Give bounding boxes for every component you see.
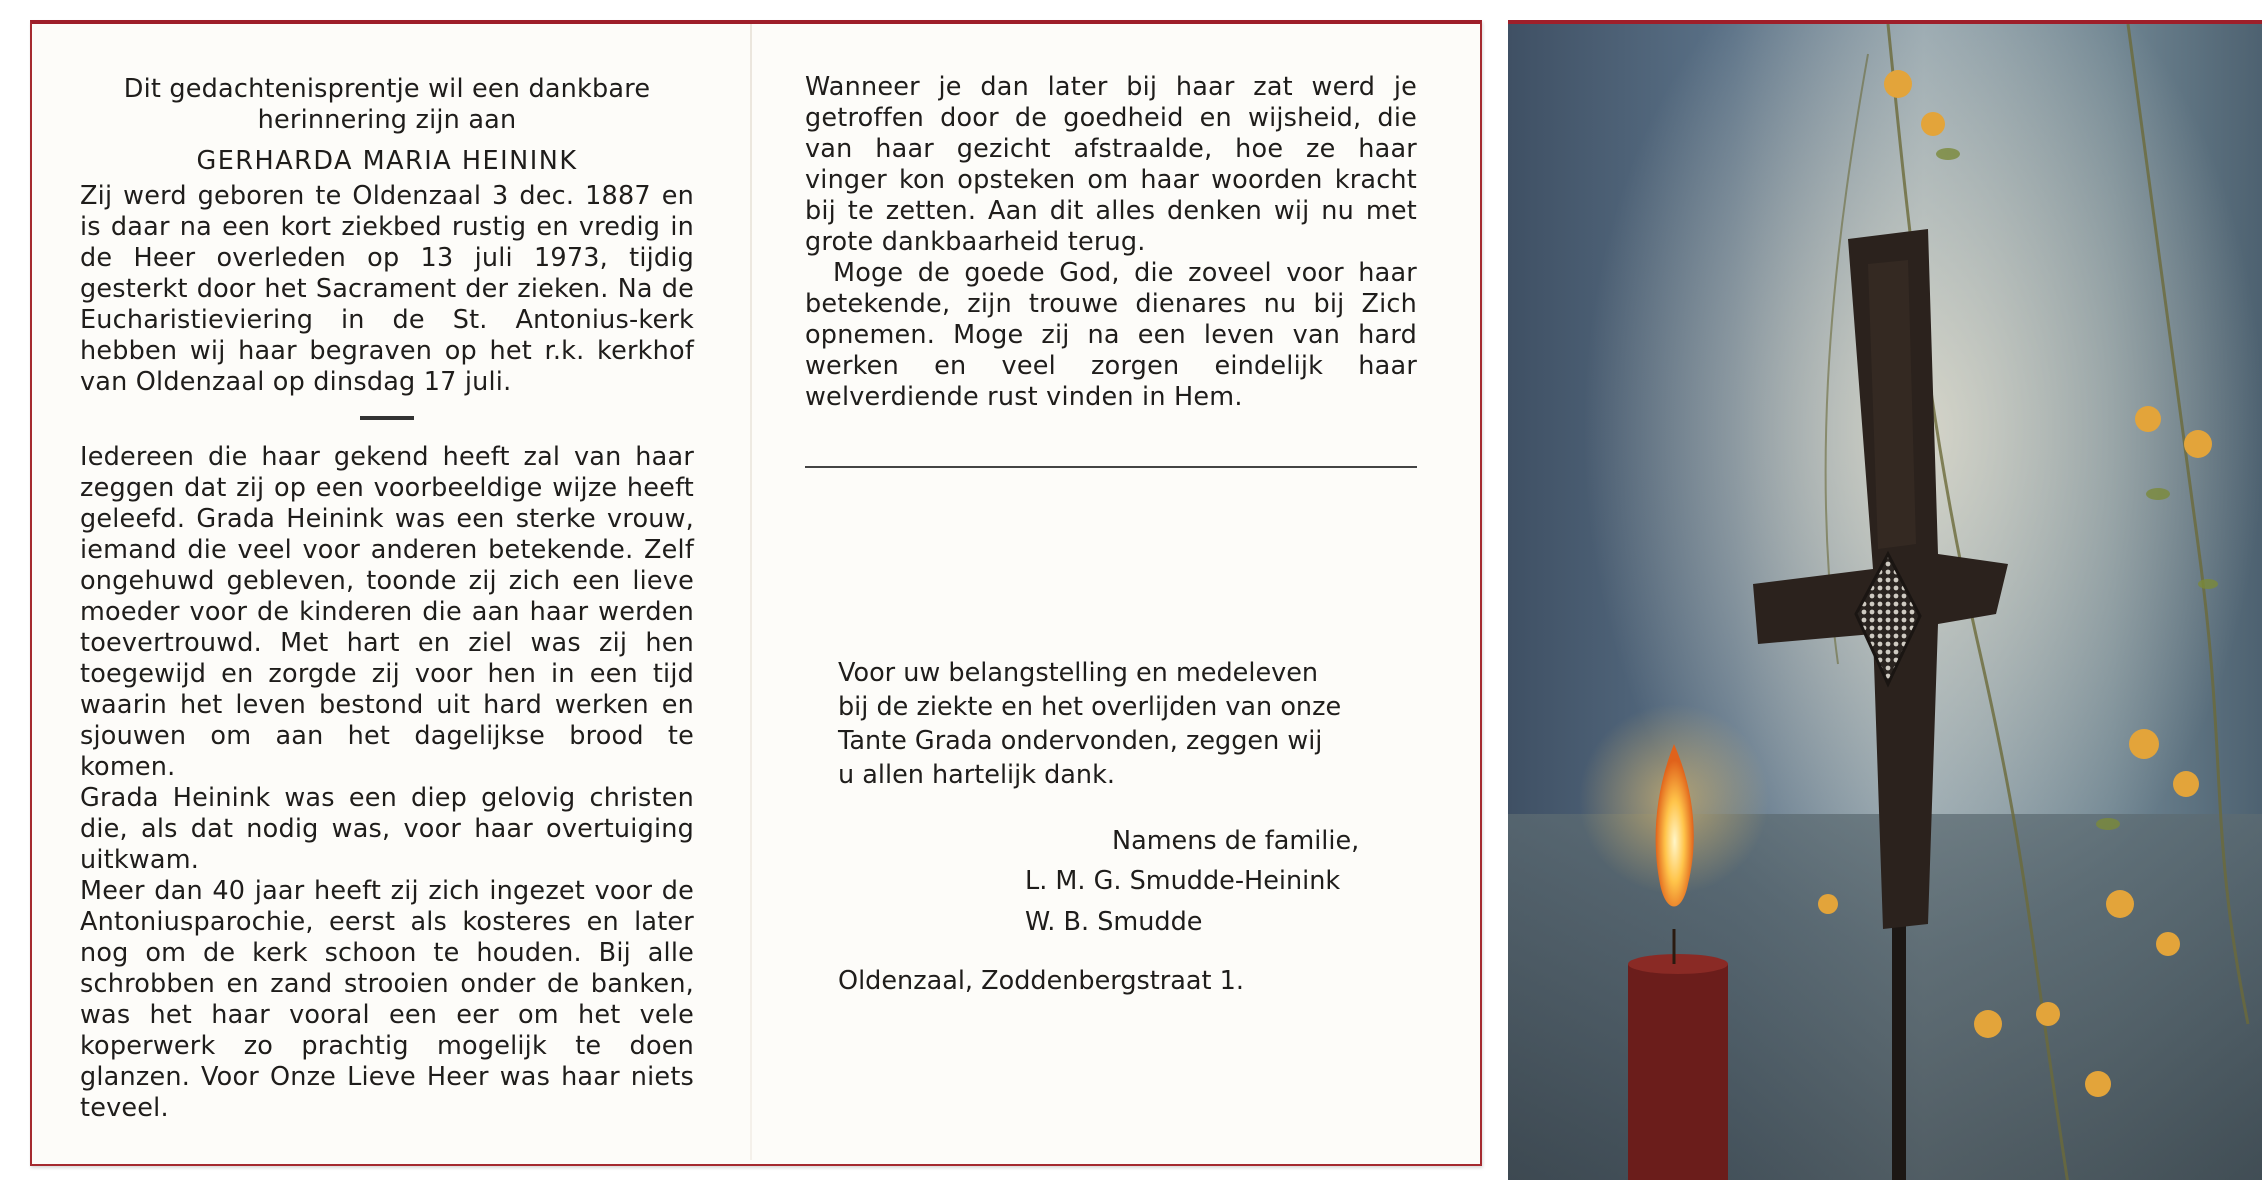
- biography-paragraph-3: Grada Heinink was een diep gelovig christen die, als dat nodig was, voor haar overtuiging uitkwam.: [80, 783, 694, 875]
- intro-line-2: herinnering zijn aan: [257, 105, 517, 135]
- thanks-block: [838, 656, 1398, 792]
- biography-paragraph-1: Zij werd geboren te Oldenzaal 3 dec. 1887 en is daar na een kort ziekbed rustig en vredig in de Heer overleden op 13 juli 1973, tijdig gesterkt door het Sacrament der zieken. Na de Eucharistieviering in de St. Antonius-kerk hebben wij haar begraven op het r.k. kerkhof van Oldenzaal op dinsdag 17 juli.: [80, 181, 694, 397]
- left-page: [80, 74, 694, 1124]
- right-page: [805, 72, 1417, 413]
- ornament-divider: [360, 416, 414, 420]
- thanks-line-4: u allen hartelijk dank.: [838, 760, 1115, 790]
- prayer-paragraph: Moge de goede God, die zoveel voor haar betekende, zijn trouwe dienares nu bij Zich opnemen. Moge zij na een leven van hard werken en veel zorgen eindelijk haar welverdiende rust vinden in Hem.: [805, 258, 1417, 412]
- thanks-line-3: Tante Grada ondervonden, zeggen wij: [838, 726, 1323, 756]
- biography-paragraph-4: Meer dan 40 jaar heeft zij zich ingezet voor de Antoniusparochie, eerst als kosteres en later nog om de kerk schoon te houden. Bij alle schrobben en zand strooien onder de banken, was het haar vooral een eer om het vele koperwerk zo prachtig mogelijk te doen glanzen. Voor Onze Lieve Heer was haar niets teveel.: [80, 876, 694, 1123]
- deceased-name: GERHARDA MARIA HEININK: [196, 146, 578, 176]
- horizontal-rule: [805, 466, 1417, 468]
- thanks-line-1: Voor uw belangstelling en medeleven: [838, 658, 1319, 688]
- cross-candle-photo: [1508, 20, 2262, 1180]
- memorial-paragraph-1: Wanneer je dan later bij haar zat werd je getroffen door de goedheid en wijsheid, die van haar gezicht afstraalde, hoe ze haar vinger kon opsteken om haar woorden kracht bij te zetten. Aan dit alles denken wij nu met grote dankbaarheid terug.: [805, 72, 1417, 257]
- intro-line-1: Dit gedachtenisprentje wil een dankbare: [123, 74, 651, 104]
- signatory-2: W. B. Smudde: [1025, 907, 1203, 937]
- biography-paragraph-2: Iedereen die haar gekend heeft zal van haar zeggen dat zij op een voorbeeldige wijze heeft geleefd. Grada Heinink was een sterke vrouw, iemand die veel voor anderen betekende. Zelf ongehuwd gebleven, toonde zij zich een lieve moeder voor de kinderen die aan haar werden toevertrouwd. Met hart en ziel was zij hen toegewijd en zorgde zij voor hen in een tijd waarin het leven bestond uit hard werken en sjouwen om aan het dagelijkse brood te komen.: [80, 442, 694, 782]
- signature-intro: Namens de familie,: [1112, 826, 1360, 856]
- family-address: Oldenzaal, Zoddenbergstraat 1.: [838, 966, 1244, 996]
- card-fold: [750, 24, 752, 1160]
- signatory-1: L. M. G. Smudde-Heinink: [1025, 866, 1341, 896]
- cross-candle-illustration: [1508, 24, 2262, 1180]
- thanks-line-2: bij de ziekte en het overlijden van onze: [838, 692, 1342, 722]
